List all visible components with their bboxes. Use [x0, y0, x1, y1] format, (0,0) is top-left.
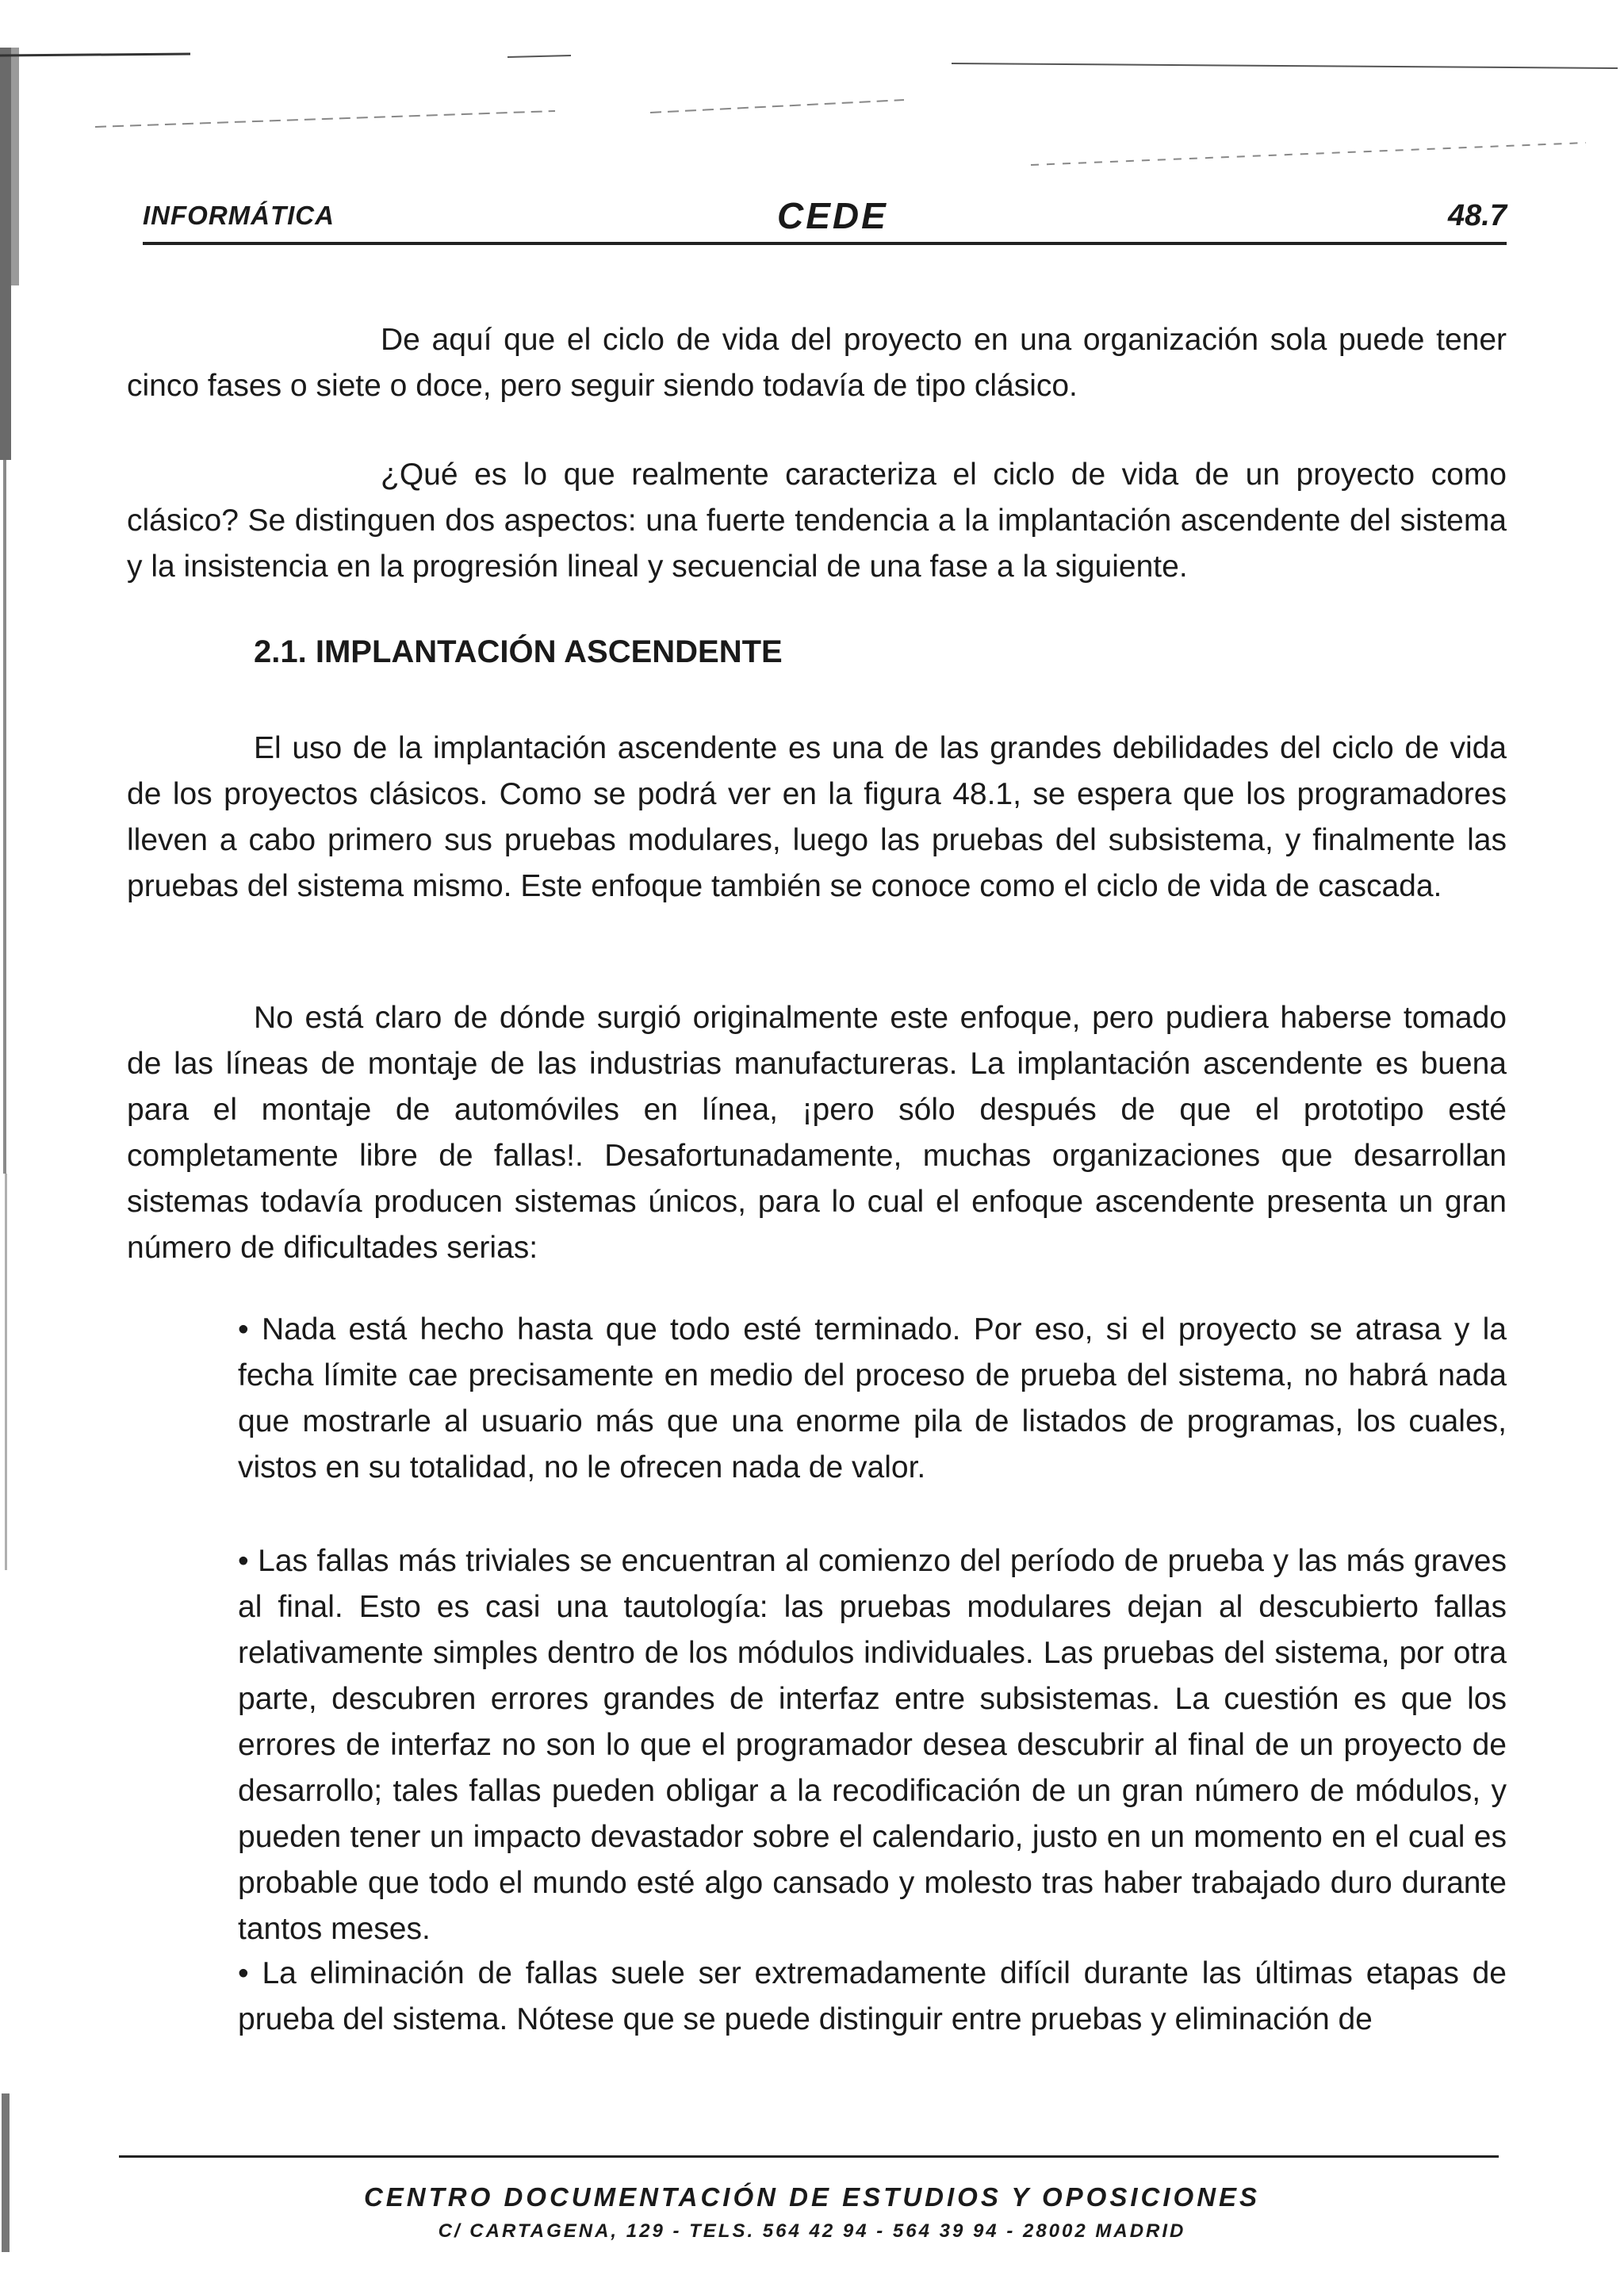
scan-edge-artifact [0, 48, 48, 2252]
footer-address: C/ CARTAGENA, 129 - TELS. 564 42 94 - 564 39 94 - 28002 MADRID [438, 2220, 1186, 2242]
page-header [143, 194, 1507, 245]
bullet-item: • Nada está hecho hasta que todo esté terminado. Por eso, si el proyecto se atrasa y la fecha límite cae precisamente en medio del proceso de prueba del sistema, no habrá nada que mostrarle al usuario más que una enorme pila de listados de programas, los cuales, vistos en su totalidad, no le ofrecen nada de valor. [238, 1312, 1507, 1484]
page-number: 48.7 [1448, 199, 1507, 232]
header-subject: INFORMÁTICA [143, 201, 335, 230]
paragraph: El uso de la implantación ascendente es una de las grandes debilidades del ciclo de vida de los proyectos clásicos. Como se podrá ver en la figura 48.1, se espera que los programadores lleven a cabo primero sus pruebas modulares, luego las pruebas del subsistema, y finalmente las pruebas del sistema mismo. Este enfoque también se conoce como el ciclo de vida de cascada. [127, 731, 1507, 903]
paragraph: No está claro de dónde surgió originalmente este enfoque, pero pudiera haberse tomado de las líneas de montaje de las industrias manufactureras. La implantación ascendente es buena para el montaje de automóviles en línea, ¡pero sólo después de que el prototipo esté completamente libre de fallas!. Desafortunadamente, muchas organizaciones que desarrollan sistemas todavía producen sistemas únicos, para lo cual el enfoque ascendente presenta un gran número de dificultades serias: [127, 1001, 1507, 1265]
bullet-item: • La eliminación de fallas suele ser extremadamente difícil durante las últimas etapas de prueba del sistema. Nótese que se puede distinguir entre pruebas y eliminación de [238, 1956, 1507, 2036]
paragraph: ¿Qué es lo que realmente caracteriza el ciclo de vida de un proyecto como clásico? Se distinguen dos aspectos: una fuerte tendencia a la implantación ascendente del sistema y la insistencia en la progresión lineal y secuencial de una fase a la siguiente. [127, 458, 1507, 584]
footer-divider [119, 2155, 1499, 2158]
header-logo: CEDE [777, 195, 888, 236]
footer-organization: CENTRO DOCUMENTACIÓN DE ESTUDIOS Y OPOSICIONES [363, 2182, 1261, 2212]
paragraph: De aquí que el ciclo de vida del proyecto en una organización sola puede tener cinco fases o siete o doce, pero seguir siendo todavía de tipo clásico. [127, 323, 1507, 403]
section-heading: 2.1. IMPLANTACIÓN ASCENDENTE [254, 634, 783, 669]
bullet-item: • Las fallas más triviales se encuentran al comienzo del período de prueba y las más graves al final. Esto es casi una tautología: las pruebas modulares dejan al descubierto fallas relativamente simples dentro de los módulos individuales. Las pruebas del sistema, por otra parte, descubren errores grandes de interfaz entre subsistemas. La cuestión es que los errores de interfaz no son lo que el programador desea descubrir al final de un proyecto de desarrollo; tales fallas pueden obligar a la recodificación de un gran número de módulos, y pueden tener un impacto devastador sobre el calendario, justo en un momento en el cual es probable que todo el mundo esté algo cansado y molesto tras haber trabajado duro durante tantos meses. [238, 1544, 1507, 1946]
scan-top-lines [0, 0, 1624, 174]
